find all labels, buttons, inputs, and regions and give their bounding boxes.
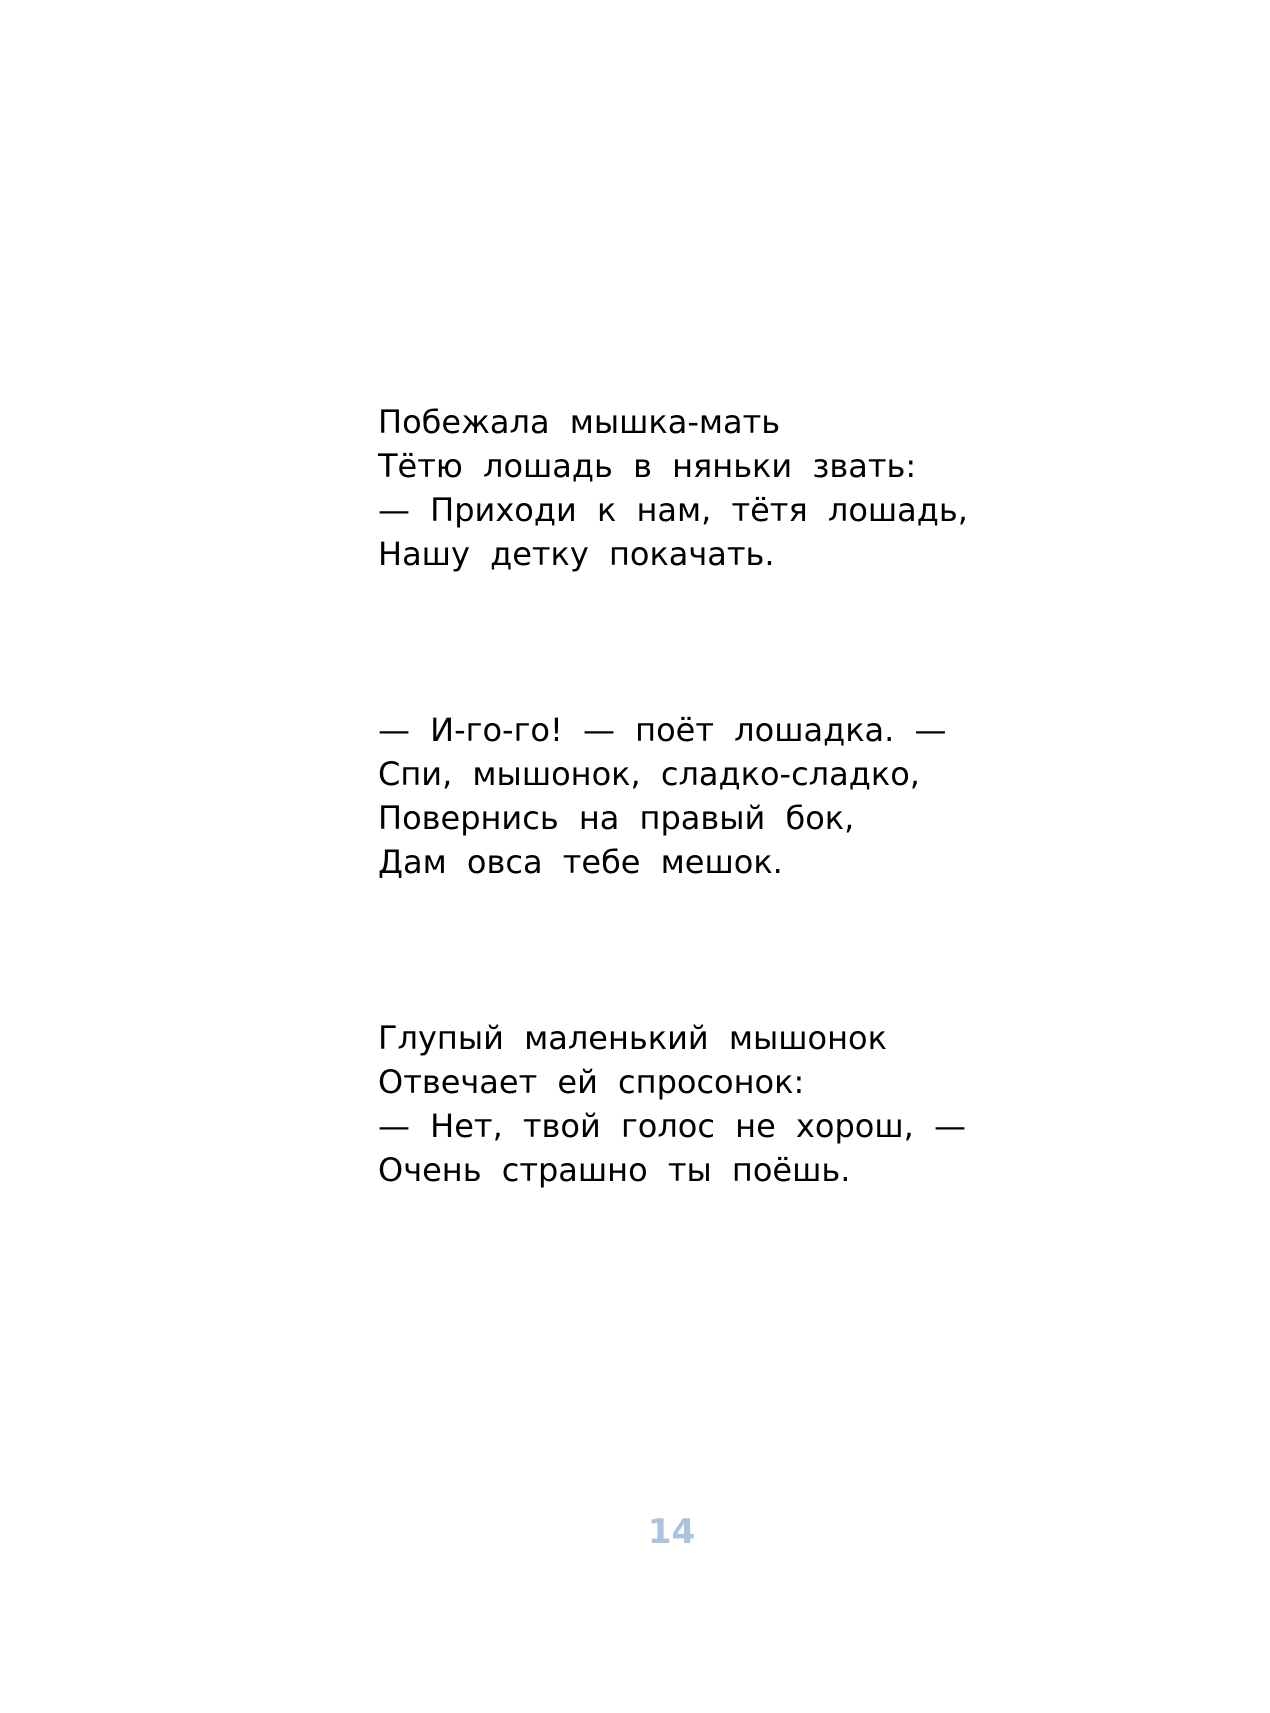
poem-line: Глупый маленький мышонок xyxy=(378,1019,887,1057)
poem-line: Тётю лошадь в няньки звать: xyxy=(378,447,917,485)
poem-body xyxy=(378,400,1018,1192)
poem-line: Дам овса тебе мешок. xyxy=(378,843,783,881)
poem-line: — Приходи к нам, тётя лошадь, xyxy=(378,491,968,529)
poem-line: Очень страшно ты поёшь. xyxy=(378,1151,851,1189)
poem-line: Отвечает ей спросонок: xyxy=(378,1063,805,1101)
poem-line: Нашу детку покачать. xyxy=(378,535,775,573)
stanza-2 xyxy=(378,708,1018,884)
poem-line: — И-го-го! — поёт лошадка. — xyxy=(378,711,947,749)
poem-line: Спи, мышонок, сладко-сладко, xyxy=(378,755,920,793)
poem-line: — Нет, твой голос не хорош, — xyxy=(378,1107,966,1145)
stanza-1 xyxy=(378,400,1018,576)
poem-line: Повернись на правый бок, xyxy=(378,799,855,837)
page-number: 14 xyxy=(647,1512,696,1552)
stanza-3 xyxy=(378,1016,1018,1192)
poem-line: Побежала мышка-мать xyxy=(378,403,781,441)
